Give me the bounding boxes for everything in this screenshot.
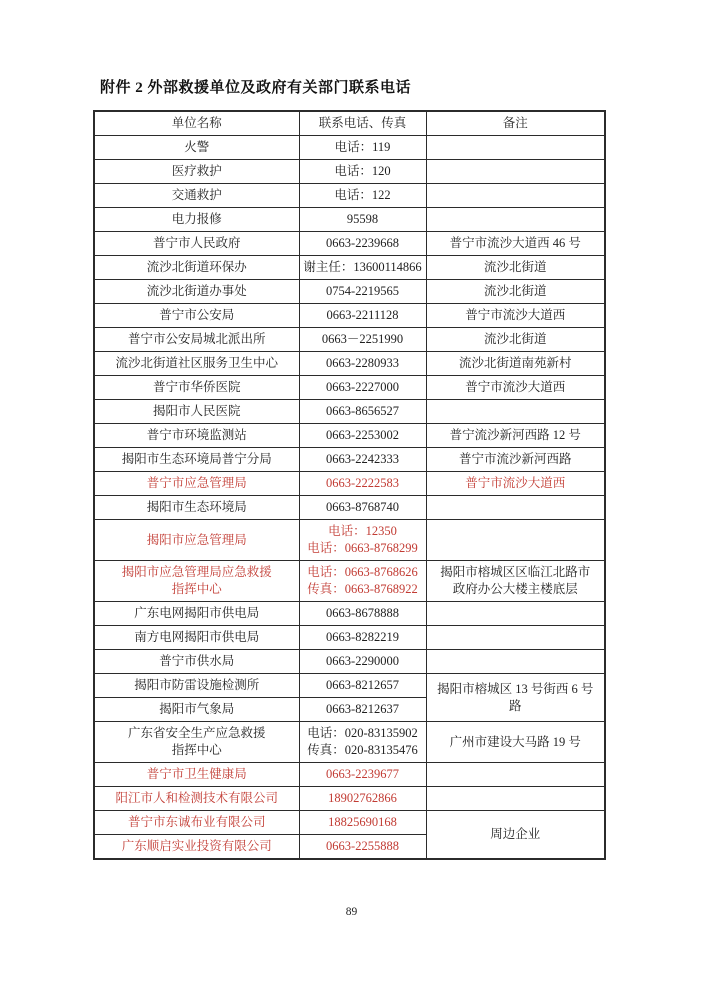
table-row — [94, 602, 605, 626]
table-row — [94, 328, 605, 352]
unit-name-cell: 普宁市供水局 — [94, 650, 299, 674]
remark-cell: 流沙北街道 — [426, 256, 605, 280]
unit-name-cell: 火警 — [94, 136, 299, 160]
remark-cell — [426, 208, 605, 232]
remark-cell — [426, 787, 605, 811]
table-row — [94, 650, 605, 674]
table-row — [94, 811, 605, 835]
unit-name-cell: 流沙北街道社区服务卫生中心 — [94, 352, 299, 376]
table-row — [94, 184, 605, 208]
unit-name-cell: 流沙北街道环保办 — [94, 256, 299, 280]
phone-fax-cell: 0663-2242333 — [299, 448, 426, 472]
table-row — [94, 520, 605, 561]
contacts-table — [93, 110, 606, 860]
phone-fax-cell: 电话：12350 电话：0663-8768299 — [299, 520, 426, 561]
table-row — [94, 448, 605, 472]
unit-name-cell: 广东电网揭阳市供电局 — [94, 602, 299, 626]
phone-fax-cell: 0663-2290000 — [299, 650, 426, 674]
unit-name-cell: 揭阳市生态环境局普宁分局 — [94, 448, 299, 472]
unit-name-cell: 普宁市公安局城北派出所 — [94, 328, 299, 352]
table-row — [94, 787, 605, 811]
remark-cell — [426, 520, 605, 561]
table-row — [94, 256, 605, 280]
phone-fax-cell: 0663-8282219 — [299, 626, 426, 650]
remark-cell: 普宁市流沙新河西路 — [426, 448, 605, 472]
remark-cell: 流沙北街道 — [426, 328, 605, 352]
table-row — [94, 280, 605, 304]
remark-cell: 普宁市流沙大道西 — [426, 376, 605, 400]
phone-fax-cell: 电话：119 — [299, 136, 426, 160]
phone-fax-cell: 0663-8656527 — [299, 400, 426, 424]
phone-fax-cell: 0663-8212637 — [299, 698, 426, 722]
remark-cell — [426, 602, 605, 626]
unit-name-cell: 揭阳市气象局 — [94, 698, 299, 722]
phone-fax-cell: 0754-2219565 — [299, 280, 426, 304]
unit-name-cell: 阳江市人和检测技术有限公司 — [94, 787, 299, 811]
unit-name-cell: 普宁市华侨医院 — [94, 376, 299, 400]
remark-cell: 普宁市流沙大道西 — [426, 472, 605, 496]
table-row — [94, 763, 605, 787]
table-row — [94, 400, 605, 424]
remark-cell — [426, 626, 605, 650]
phone-fax-cell: 0663-2222583 — [299, 472, 426, 496]
phone-fax-cell: 0663-2253002 — [299, 424, 426, 448]
table-header-row — [94, 111, 605, 136]
unit-name-cell: 广东省安全生产应急救援 指挥中心 — [94, 722, 299, 763]
unit-name-cell: 普宁市东诚布业有限公司 — [94, 811, 299, 835]
remark-cell: 普宁流沙新河西路 12 号 — [426, 424, 605, 448]
remark-cell — [426, 160, 605, 184]
unit-name-cell: 广东顺启实业投资有限公司 — [94, 835, 299, 860]
remark-cell: 揭阳市榕城区区临江北路市 政府办公大楼主楼底层 — [426, 561, 605, 602]
phone-fax-cell: 0663-2255888 — [299, 835, 426, 860]
remark-cell — [426, 400, 605, 424]
unit-name-cell: 揭阳市应急管理局应急救援 指挥中心 — [94, 561, 299, 602]
phone-fax-cell: 0663-2280933 — [299, 352, 426, 376]
remark-cell — [426, 763, 605, 787]
table-row — [94, 472, 605, 496]
contacts-table-body — [94, 136, 605, 860]
unit-name-cell: 揭阳市应急管理局 — [94, 520, 299, 561]
phone-fax-cell: 18825690168 — [299, 811, 426, 835]
table-row — [94, 722, 605, 763]
table-row — [94, 136, 605, 160]
phone-fax-cell: 电话：0663-8768626 传真：0663-8768922 — [299, 561, 426, 602]
phone-fax-cell: 电话：020-83135902 传真：020-83135476 — [299, 722, 426, 763]
unit-name-cell: 交通救护 — [94, 184, 299, 208]
table-row — [94, 208, 605, 232]
remark-cell — [426, 650, 605, 674]
page-number: 89 — [345, 906, 358, 918]
phone-fax-cell: 0663－2251990 — [299, 328, 426, 352]
phone-fax-cell: 0663-8768740 — [299, 496, 426, 520]
table-row — [94, 352, 605, 376]
remark-cell — [426, 496, 605, 520]
table-row — [94, 496, 605, 520]
table-row — [94, 626, 605, 650]
remark-cell: 揭阳市榕城区 13 号街西 6 号 路 — [426, 674, 605, 722]
phone-fax-cell: 0663-2227000 — [299, 376, 426, 400]
table-row — [94, 160, 605, 184]
phone-fax-cell: 95598 — [299, 208, 426, 232]
phone-fax-cell: 0663-8678888 — [299, 602, 426, 626]
unit-name-cell: 普宁市卫生健康局 — [94, 763, 299, 787]
unit-name-cell: 流沙北街道办事处 — [94, 280, 299, 304]
unit-name-cell: 普宁市环境监测站 — [94, 424, 299, 448]
table-row — [94, 424, 605, 448]
unit-name-cell: 普宁市应急管理局 — [94, 472, 299, 496]
unit-name-cell: 揭阳市防雷设施检测所 — [94, 674, 299, 698]
remark-cell: 广州市建设大马路 19 号 — [426, 722, 605, 763]
phone-fax-cell: 0663-2211128 — [299, 304, 426, 328]
table-row — [94, 232, 605, 256]
unit-name-cell: 揭阳市生态环境局 — [94, 496, 299, 520]
remark-cell: 普宁市流沙大道西 — [426, 304, 605, 328]
phone-fax-cell: 电话：122 — [299, 184, 426, 208]
unit-name-cell: 电力报修 — [94, 208, 299, 232]
document-title: 附件 2 外部救援单位及政府有关部门联系电话 — [100, 80, 412, 96]
table-row — [94, 304, 605, 328]
phone-fax-cell: 电话：120 — [299, 160, 426, 184]
unit-name-cell: 普宁市人民政府 — [94, 232, 299, 256]
phone-fax-cell: 0663-2239668 — [299, 232, 426, 256]
remark-cell: 流沙北街道南苑新村 — [426, 352, 605, 376]
phone-fax-cell: 18902762866 — [299, 787, 426, 811]
unit-name-cell: 普宁市公安局 — [94, 304, 299, 328]
header-phone-fax: 联系电话、传真 — [299, 111, 426, 136]
table-row — [94, 376, 605, 400]
unit-name-cell: 揭阳市人民医院 — [94, 400, 299, 424]
unit-name-cell: 医疗救护 — [94, 160, 299, 184]
remark-cell — [426, 136, 605, 160]
phone-fax-cell: 0663-8212657 — [299, 674, 426, 698]
remark-cell: 普宁市流沙大道西 46 号 — [426, 232, 605, 256]
table-row — [94, 674, 605, 698]
header-remark: 备注 — [426, 111, 605, 136]
unit-name-cell: 南方电网揭阳市供电局 — [94, 626, 299, 650]
remark-cell: 流沙北街道 — [426, 280, 605, 304]
table-row — [94, 561, 605, 602]
remark-cell — [426, 184, 605, 208]
header-unit-name: 单位名称 — [94, 111, 299, 136]
phone-fax-cell: 0663-2239677 — [299, 763, 426, 787]
phone-fax-cell: 谢主任：13600114866 — [299, 256, 426, 280]
remark-cell: 周边企业 — [426, 811, 605, 860]
